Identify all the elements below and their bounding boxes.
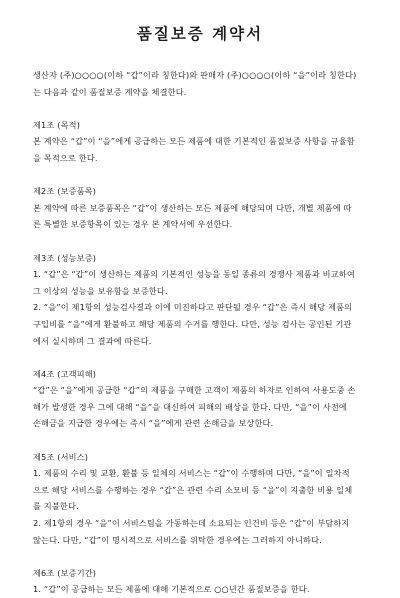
article-text [33,465,369,548]
article-line: 구입비를 “을”에게 환불하고 해당 제품의 수거를 행한다. 다만, 성능 검사는 공인된 기관 [33,318,352,329]
article-text [33,200,369,233]
article-heading: 제3조 (성능보증) [33,252,97,263]
intro-line: 는 다음과 같이 품질보증 계약을 체결한다. [33,86,187,97]
article-line: 해가 발생한 경우 그에 대해 “을”을 대신하여 피해의 배상을 한다. 다만, “을”이 사전에 [33,401,347,412]
article-heading: 제2조 (보증품목) [33,186,97,197]
document-body [33,67,369,598]
article-line: 않는다. 다만, “갑”이 명시적으로 서비스를 위탁한 경우에는 그러하지 아니하다. [33,534,322,545]
article-line: 에서 실시하며 그 결과에 따른다. [33,335,152,346]
article-line: 1. “갑”이 공급하는 모든 제품에 대해 기본적으로 ○○년간 품질보증을 한다. [33,584,310,595]
article-line: 1. 제품의 수리 및 교환, 환불 등 일체의 서비스는 “갑”이 수행하며 다만, “을”이 일차적 [33,468,350,479]
article-heading: 제1조 (목적) [33,119,81,130]
article-heading: 제5조 (서비스) [33,451,89,462]
article-text [33,133,369,166]
article-line: 2. “을”이 제1항의 성능검사결과 이에 미진하다고 판단될 경우 “갑”은 즉시 해당 제품의 [33,302,353,313]
article-heading: 제6조 (보증기간) [33,567,97,578]
article-3 [33,250,369,350]
article-2 [33,183,369,233]
article-line: 본 계약은 “갑”이 “을”에게 공급하는 모든 제품에 대한 기본적인 품질보증 사항을 규율함 [33,136,355,147]
article-line: 른 특별한 보증항목이 있는 경우 본 계약서에 우선한다. [33,219,233,230]
article-line: “갑”은 “을”에게 공급한 “갑”의 제품을 구매한 고객이 제품의 하자로 인하여 사용도중 손 [33,385,356,396]
article-line: 손해금을 지급한 경우에는 즉시 “을”에게 관련 손해금을 보상한다. [33,418,274,429]
article-5 [33,449,369,549]
article-line: 그 이상의 성능을 보유함을 보증한다. [33,285,168,296]
article-line: 를 지불한다. [33,501,79,512]
article-line: 2. 제1항의 경우 “을”이 서비스팀을 가동하는데 소요되는 인건비 등은 “갑”이 부담하지 [33,518,350,529]
intro-line: 생산자 (주)○○○○(이하 “갑”이라 칭한다)와 판매자 (주)○○○○(이하 “을”이라 칭한다) [33,70,357,80]
article-line: 1. “갑”은 “갑”이 생산하는 제품의 기본적인 성능을 동일 종류의 경쟁사 제품과 비교하여 [33,269,355,280]
article-1 [33,117,369,167]
article-text [33,581,369,598]
article-text [33,382,369,432]
article-6 [33,565,369,598]
article-text [33,266,369,349]
article-line: 을 목적으로 한다. [33,152,98,163]
article-heading: 제4조 (고객피해) [33,368,97,379]
document-title: 품질보증 계약서 [136,25,264,43]
article-line: 본 계약에 따른 보증품목은 “갑”이 생산하는 모든 제품에 해당되며 다만, 개별 제품에 따 [33,202,352,213]
article-4 [33,366,369,432]
article-line: 으로 해당 서비스를 수행하는 경우 “갑”은 관련 수리 소모비 등 “을”이 지출한 비용 일체 [33,484,353,495]
intro-paragraph [33,67,369,100]
